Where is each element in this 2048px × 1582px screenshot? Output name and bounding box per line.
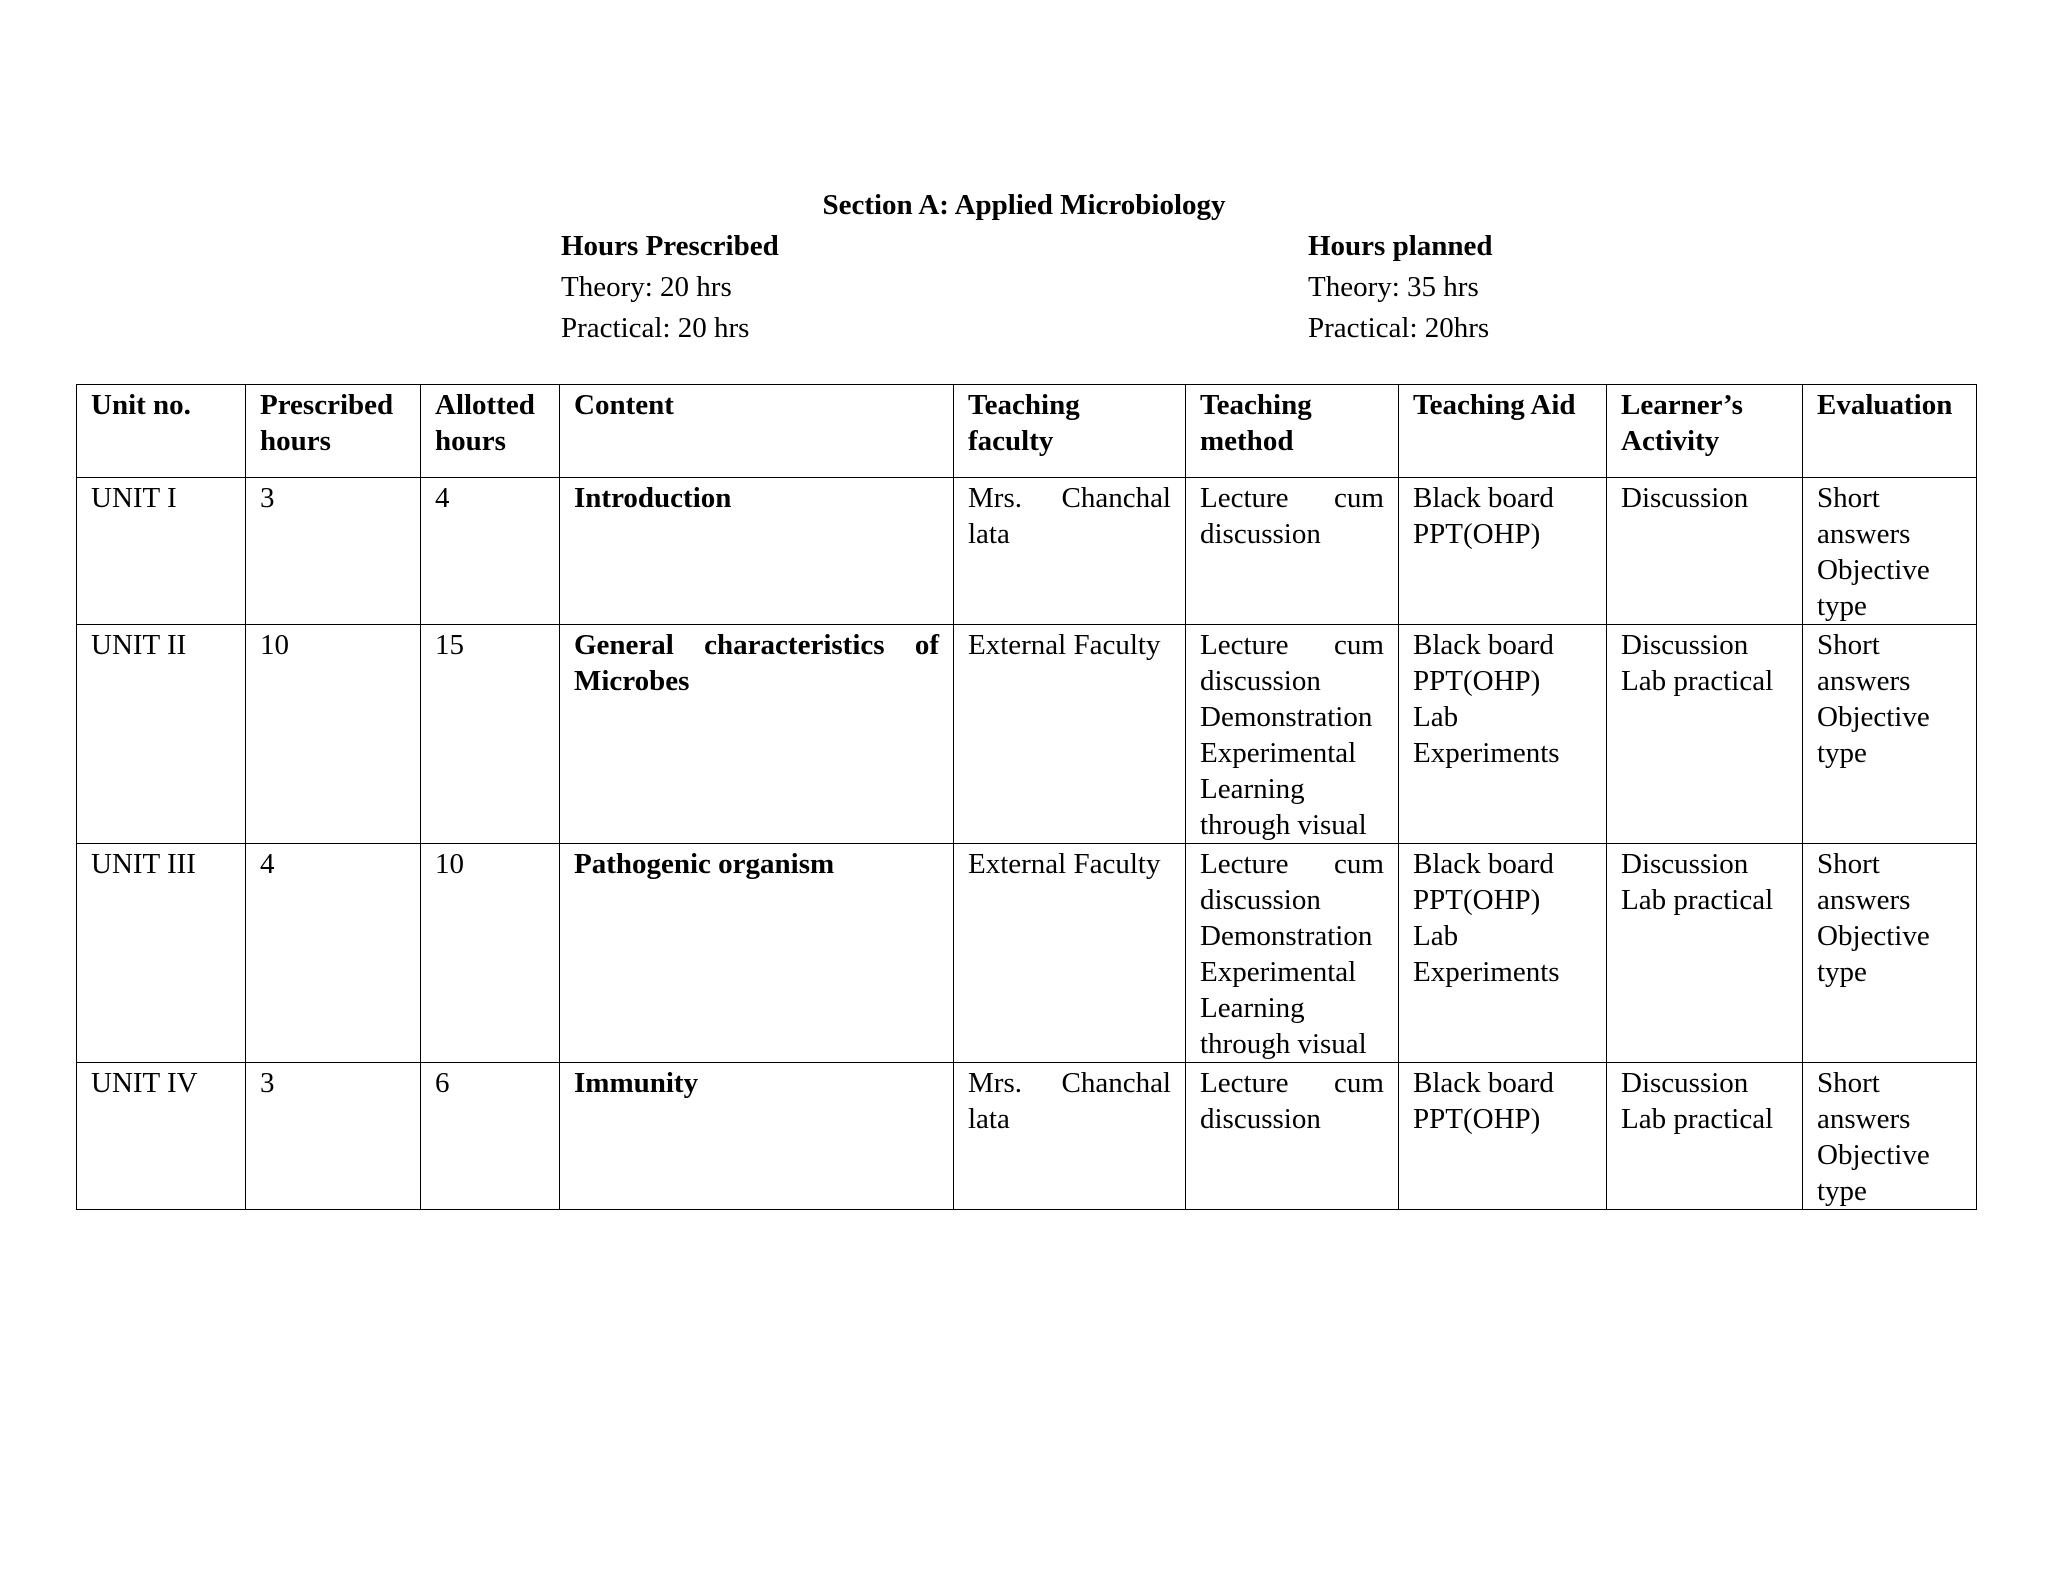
aid-line: Black board: [1413, 1067, 1554, 1099]
cell-unit: UNIT II: [77, 625, 246, 844]
header-content: Content: [560, 385, 954, 478]
cell-activity: [1607, 844, 1803, 1063]
aid-line: PPT(OHP): [1413, 518, 1541, 550]
cell-aid: [1399, 1063, 1607, 1210]
cell-activity: [1607, 625, 1803, 844]
cell-faculty: Mrs. Chanchal lata: [954, 1063, 1186, 1210]
cell-activity: [1607, 1063, 1803, 1210]
evaluation-line: Objective type: [1817, 920, 1930, 988]
aid-line: Black board: [1413, 629, 1554, 661]
cell-content: Introduction: [560, 478, 954, 625]
cell-content: Pathogenic organism: [560, 844, 954, 1063]
evaluation-line: Short answers: [1817, 848, 1911, 916]
cell-aid: [1399, 478, 1607, 625]
header-prescribed-hours: Prescribed hours: [246, 385, 421, 478]
cell-faculty: External Faculty: [954, 844, 1186, 1063]
cell-activity: [1607, 478, 1803, 625]
planned-theory: Theory: 35 hrs: [1308, 271, 1479, 303]
activity-line: Lab practical: [1621, 665, 1774, 697]
cell-allotted: 15: [421, 625, 560, 844]
header-teaching-aid: Teaching Aid: [1399, 385, 1607, 478]
method-line: Lecture cum discussion: [1200, 629, 1384, 697]
cell-method: [1186, 625, 1399, 844]
method-line: Lecture cum discussion: [1200, 482, 1384, 550]
hours-planned-block: [1308, 226, 1493, 349]
cell-allotted: 4: [421, 478, 560, 625]
cell-prescribed: 10: [246, 625, 421, 844]
cell-prescribed: 4: [246, 844, 421, 1063]
evaluation-line: Short answers: [1817, 629, 1911, 697]
aid-line: Black board: [1413, 482, 1554, 514]
cell-faculty: Mrs. Chanchal lata: [954, 478, 1186, 625]
aid-line: Black board: [1413, 848, 1554, 880]
activity-line: Lab practical: [1621, 884, 1774, 916]
planned-practical: Practical: 20hrs: [1308, 312, 1490, 344]
cell-evaluation: [1803, 625, 1977, 844]
evaluation-line: Objective type: [1817, 1139, 1930, 1207]
cell-content: General characteristics of Microbes: [560, 625, 954, 844]
evaluation-line: Short answers: [1817, 1067, 1911, 1135]
table-row: [77, 478, 1977, 625]
cell-evaluation: [1803, 844, 1977, 1063]
aid-line: PPT(OHP): [1413, 665, 1541, 697]
cell-method: [1186, 844, 1399, 1063]
header-teaching-faculty: Teaching faculty: [954, 385, 1186, 478]
cell-aid: [1399, 844, 1607, 1063]
cell-method: [1186, 478, 1399, 625]
header-unit-no: Unit no.: [77, 385, 246, 478]
method-line: Experimental Learning through visual: [1200, 956, 1367, 1060]
cell-aid: [1399, 625, 1607, 844]
header-evaluation: Evaluation: [1803, 385, 1977, 478]
activity-line: Discussion: [1621, 848, 1749, 880]
activity-line: Discussion: [1621, 1067, 1749, 1099]
hours-planned-heading: Hours planned: [1308, 230, 1493, 262]
cell-prescribed: 3: [246, 1063, 421, 1210]
header-learners-activity: Learner’s Activity: [1607, 385, 1803, 478]
evaluation-line: Short answers: [1817, 482, 1911, 550]
method-line: Demonstration: [1200, 920, 1373, 952]
prescribed-practical: Practical: 20 hrs: [561, 312, 750, 344]
evaluation-line: Objective type: [1817, 701, 1930, 769]
aid-line: Lab Experiments: [1413, 920, 1560, 988]
method-line: Lecture cum discussion: [1200, 848, 1384, 916]
table-row: [77, 625, 1977, 844]
cell-unit: UNIT IV: [77, 1063, 246, 1210]
header-allotted-hours: Allotted hours: [421, 385, 560, 478]
method-line: Demonstration: [1200, 701, 1373, 733]
header-teaching-method: Teaching method: [1186, 385, 1399, 478]
table-header-row: [77, 385, 1977, 478]
evaluation-line: Objective type: [1817, 554, 1930, 622]
aid-line: PPT(OHP): [1413, 1103, 1541, 1135]
activity-line: Discussion: [1621, 482, 1749, 514]
cell-method: [1186, 1063, 1399, 1210]
unit-plan-table: [76, 384, 1977, 1210]
cell-evaluation: [1803, 1063, 1977, 1210]
cell-evaluation: [1803, 478, 1977, 625]
cell-unit: UNIT I: [77, 478, 246, 625]
cell-faculty: External Faculty: [954, 625, 1186, 844]
table-row: [77, 1063, 1977, 1210]
cell-content: Immunity: [560, 1063, 954, 1210]
method-line: Experimental Learning through visual: [1200, 737, 1367, 841]
activity-line: Lab practical: [1621, 1103, 1774, 1135]
section-title: Section A: Applied Microbiology: [822, 189, 1226, 221]
aid-line: PPT(OHP): [1413, 884, 1541, 916]
prescribed-theory: Theory: 20 hrs: [561, 271, 732, 303]
aid-line: Lab Experiments: [1413, 701, 1560, 769]
cell-allotted: 10: [421, 844, 560, 1063]
method-line: Lecture cum discussion: [1200, 1067, 1384, 1135]
table-row: [77, 844, 1977, 1063]
cell-unit: UNIT III: [77, 844, 246, 1063]
hours-prescribed-block: [561, 226, 779, 349]
cell-allotted: 6: [421, 1063, 560, 1210]
activity-line: Discussion: [1621, 629, 1749, 661]
hours-prescribed-heading: Hours Prescribed: [561, 230, 779, 262]
cell-prescribed: 3: [246, 478, 421, 625]
